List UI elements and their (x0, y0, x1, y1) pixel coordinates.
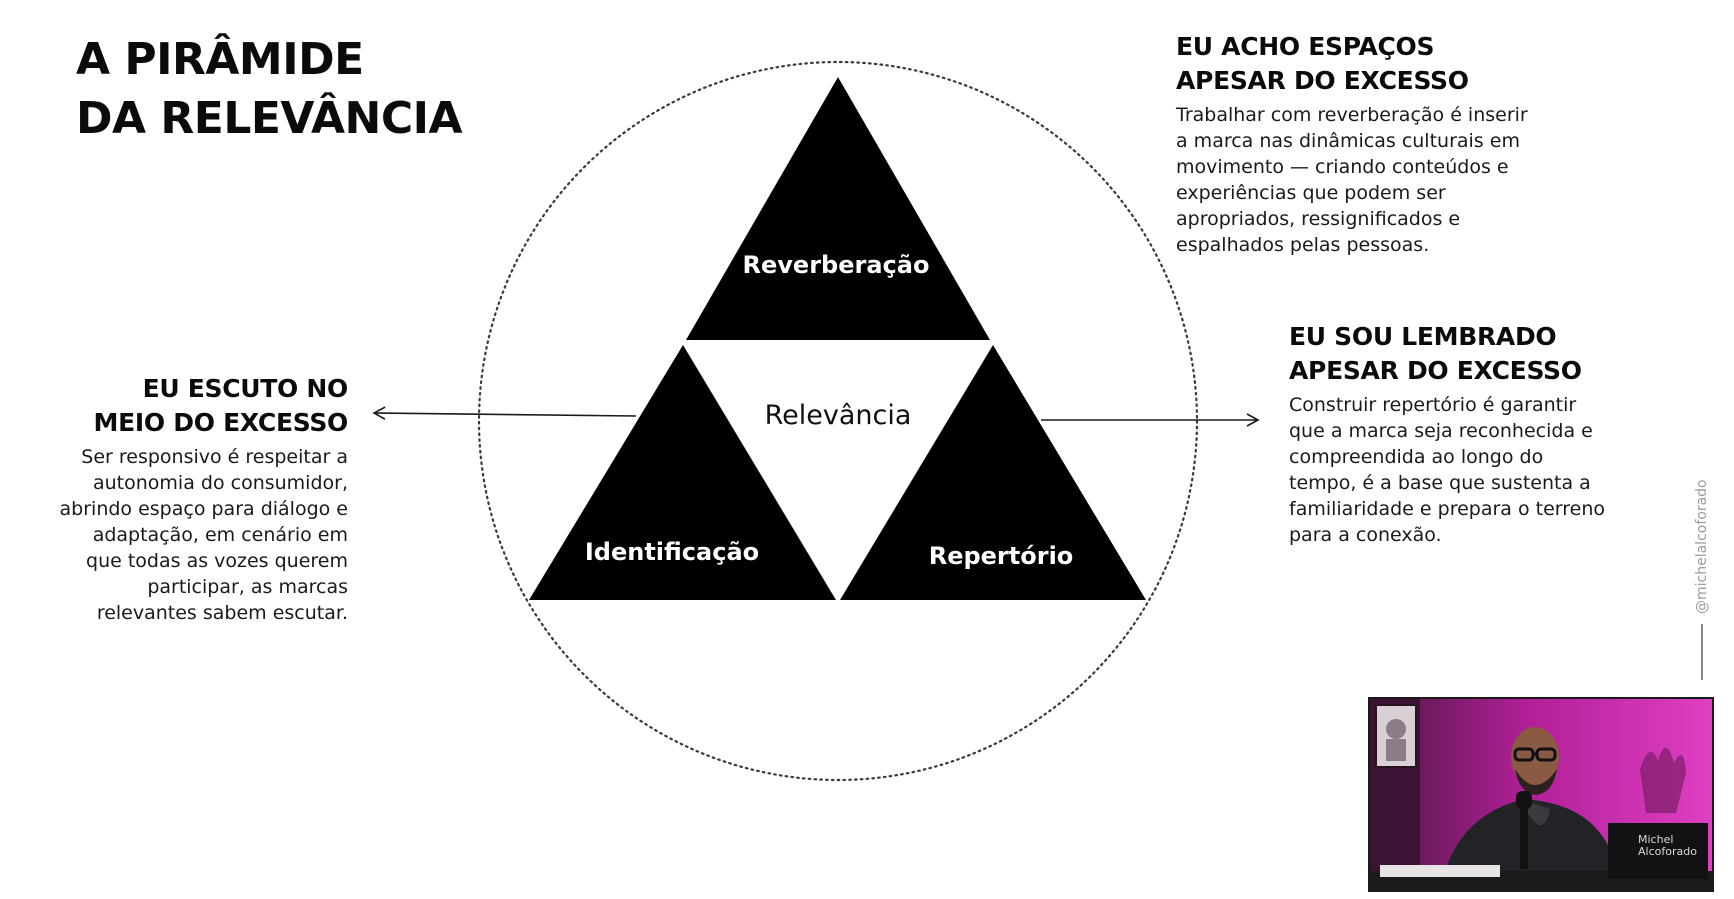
listen-body-line: autonomia do consumidor, (93, 472, 348, 494)
desk-papers (1380, 865, 1500, 877)
listen-body-line: participar, as marcas (147, 576, 348, 598)
arrow-left (374, 413, 636, 416)
handle-divider (1701, 624, 1703, 680)
label-repertorio: Repertório (928, 542, 1074, 570)
spaces-block (1176, 30, 1528, 258)
webcam-frame (1370, 699, 1712, 890)
label-identificacao: Identificação (584, 538, 760, 566)
listen-heading (60, 372, 348, 440)
remembered-heading-line-2: APESAR DO EXCESSO (1289, 356, 1582, 385)
poster-portrait (1386, 719, 1406, 739)
listen-body (60, 444, 348, 626)
slide-title-line-1: A PIRÂMIDE (76, 34, 364, 85)
poster-portrait-body (1386, 739, 1406, 761)
listen-body-line: que todas as vozes querem (86, 550, 348, 572)
label-relevancia: Relevância (764, 400, 912, 431)
spaces-body-line: movimento — criando conteúdos e (1176, 156, 1509, 178)
spaces-body-line: apropriados, ressignificados e (1176, 208, 1461, 230)
listen-heading-line-2: MEIO DO EXCESSO (93, 408, 348, 437)
listen-body-line: relevantes sabem escutar. (96, 602, 348, 624)
remembered-body-line: compreendida ao longo do (1289, 446, 1544, 468)
remembered-body-line: para a conexão. (1289, 524, 1442, 546)
listen-block (60, 372, 348, 626)
remembered-block (1289, 320, 1605, 548)
listen-heading-line-1: EU ESCUTO NO (142, 374, 348, 403)
presenter-webcam (1368, 697, 1714, 892)
remembered-heading (1289, 320, 1605, 388)
remembered-body-line: que a marca seja reconhecida e (1289, 420, 1593, 442)
spaces-body-line: experiências que podem ser (1176, 182, 1446, 204)
spaces-body-line: espalhados pelas pessoas. (1176, 234, 1430, 256)
listen-body-line: Ser responsivo é respeitar a (81, 446, 348, 468)
listen-body-line: abrindo espaço para diálogo e (59, 498, 348, 520)
listen-body-line: adaptação, em cenário em (92, 524, 348, 546)
microphone-stand (1520, 799, 1528, 869)
remembered-body-line: Construir repertório é garantir (1289, 394, 1577, 416)
slide-title-line-2: DA RELEVÂNCIA (76, 93, 463, 144)
webcam-name-line-2: Alcoforado (1638, 845, 1697, 858)
spaces-body (1176, 102, 1528, 258)
microphone (1516, 791, 1532, 809)
spaces-heading (1176, 30, 1528, 98)
spaces-heading-line-1: EU ACHO ESPAÇOS (1176, 32, 1435, 61)
spaces-body-line: Trabalhar com reverberação é inserir (1176, 104, 1528, 126)
author-handle (1692, 479, 1712, 614)
triangle-top (686, 77, 990, 340)
remembered-body-line: tempo, é a base que sustenta a (1289, 472, 1591, 494)
webcam-name-line-1: Michel (1638, 833, 1674, 846)
spaces-body-line: a marca nas dinâmicas culturais em (1176, 130, 1520, 152)
spaces-heading-line-2: APESAR DO EXCESSO (1176, 66, 1469, 95)
remembered-heading-line-1: EU SOU LEMBRADO (1289, 322, 1557, 351)
remembered-body (1289, 392, 1605, 548)
author-handle-text: @michelalcoforado (1694, 479, 1710, 614)
remembered-body-line: familiaridade e prepara o terreno (1289, 498, 1606, 520)
label-reverberacao: Reverberação (742, 251, 930, 279)
